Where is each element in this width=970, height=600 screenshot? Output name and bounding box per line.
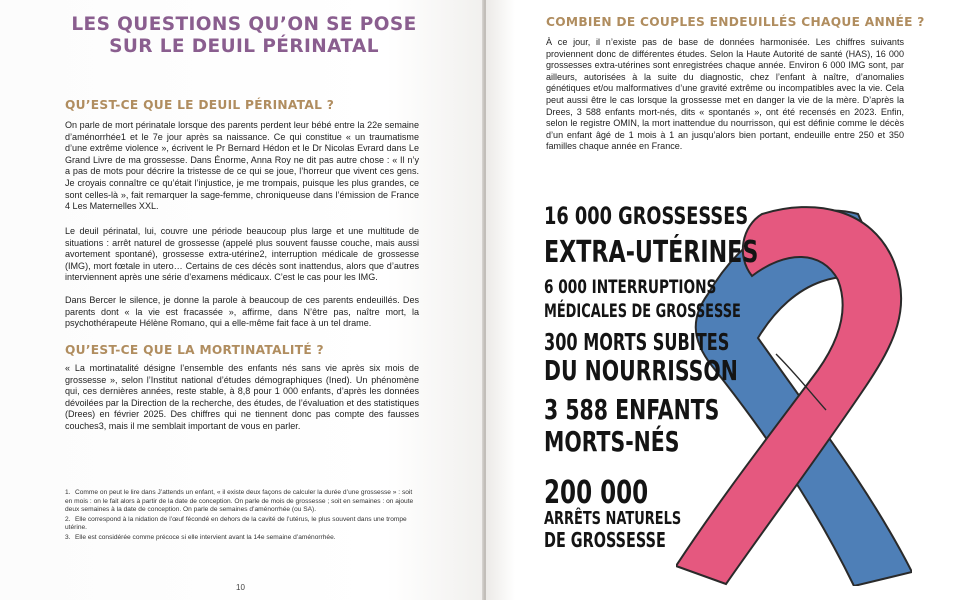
stat-img-label: MÉDICALES DE GROSSESSE — [544, 300, 741, 322]
title-line-2: SUR LE DEUIL PÉRINATAL — [109, 36, 379, 57]
footnote: 1. Comme on peut le lire dans J’attends un enfant, « il existe deux façons de calculer la durée d’une grossesse » : soit en mois : on le fait alors à partir de la date de conception. On parle de mois de grossesse ; soit en semaines : on ajoute deux semaines à la date de conception. On parle de semaines d’aménorrhée (ou SA). — [65, 489, 414, 514]
footnotes — [65, 489, 415, 544]
stat-arrets-label-1: ARRÊTS NATURELS — [544, 508, 682, 529]
stat-grossesses-label: EXTRA-UTÉRINES — [544, 235, 759, 270]
stat-mort-nes-number: 3 588 ENFANTS — [544, 393, 720, 426]
stat-arrets-number: 200 000 — [544, 473, 649, 511]
section-heading-deuil: QU’EST-CE QUE LE DEUIL PÉRINATAL ? — [65, 98, 335, 112]
footnote: 3. Elle est considérée comme précoce si elle intervient avant la 14e semaine d’aménorrhée. — [65, 533, 336, 541]
left-page — [0, 0, 484, 600]
footnote: 2. Elle correspond à la nidation de l’œuf fécondé en dehors de la cavité de l’utérus, le plus souvent dans une trompe utérine. — [65, 515, 407, 532]
page-number: 10 — [236, 583, 245, 592]
paragraph: À ce jour, il n’existe pas de base de données harmonisée. Les chiffres suivants proviennent donc de différentes études. Selon la Haute Autorité de santé (HAS), 16 000 grossesses extra-utérines sont enregistrées chaque année. Environ 6 000 IMG sont, par ailleurs, autorisées à la suite du diagnostic, chez l’enfant à naître, d’anomalies génétiques et/ou malformatives d’une gravité extrême ou incompatibles avec la vie. Cela peut aussi être le cas lorsque la grossesse met en danger la vie de la mère. D’après la Drees, 3 588 enfants mort-nés, dits « spontanés », ont été recensés en 2023. Enfin, selon le registre OMIN, la mort inattendue du nourrisson, qui est définie comme le décès d’un enfant âgé de 1 mois à 1 an jusqu’alors bien portant, endeuille entre 250 et 350 familles chaque année en France. — [546, 37, 904, 152]
stat-arrets-label-2: DE GROSSESSE — [544, 528, 666, 552]
paragraph: Le deuil périnatal, lui, couvre une période beaucoup plus large et une multitude de situations : arrêt naturel de grossesse (appelé plus souvent fausse couche, mais aussi avortement spontané), grossesse extra-utérine2, interruption médicale de grossesse (IMG), mort fœtale in utero… Certains de ces décès sont inattendus, alors que d’autres interviennent après une série d’examens médicaux. C’est le cas pour les IMG. — [65, 226, 419, 283]
stat-img-number: 6 000 INTERRUPTIONS — [544, 276, 717, 298]
page-title — [64, 14, 424, 58]
paragraph: On parle de mort périnatale lorsque des parents perdent leur bébé entre la 22e semaine d’aménorrhée1 et le 7e jour après sa naissance. Ce qui constitue « un traumatisme d’une extrême violence », écrivent le Pr Bernard Hédon et le Dr Nicolas Evrard dans Le Grand Livre de ma grossesse. Dans Énorme, Anna Roy ne dit pas autre chose : « Il n’y a pas de mots pour décrire la tristesse de ce qui se joue, l’horreur que vivent ces gens. Je croyais connaître ce qu’était l’injustice, je me trompais, puisque les plus grandes, ce sont celles-là », fait remarquer la sage-femme, chroniqueuse dans l’émission de France 4 Les Maternelles XXL. — [65, 120, 419, 212]
paragraph: Dans Bercer le silence, je donne la parole à beaucoup de ces parents endeuillés. Des parents dont « la vie est fracassée », affirme, dans N’être pas, naître mort, la psychothérapeute Hélène Romano, qui a elle-même fait face à un tel drame. — [65, 295, 419, 329]
paragraph: « La mortinatalité désigne l’ensemble des enfants nés sans vie après six mois de grossesse », selon l’Institut national d’études démographiques (Ined). Un phénomène qui, ces dernières années, reste stable, à 8,8 pour 1 000 enfants, d’après les données dévoilées par la Direction de la recherche, des études, de l’évaluation et des statistiques (Drees) en février 2025. Des chiffres qui ne tiennent donc pas compte des fausses couches3, mais il me semblait important de vous en parler. — [65, 363, 419, 431]
section-heading-mortinatalite: QU’EST-CE QUE LA MORTINATALITÉ ? — [65, 343, 324, 357]
stat-grossesses-number: 16 000 GROSSESSES — [544, 202, 749, 230]
stat-morts-subites-number: 300 MORTS SUBITES — [544, 330, 730, 356]
stat-mort-nes-label: MORTS-NÉS — [544, 425, 680, 458]
title-line-1: LES QUESTIONS QU’ON SE POSE — [71, 14, 417, 35]
stat-morts-subites-label: DU NOURRISSON — [544, 354, 738, 387]
section-heading-couples: COMBIEN DE COUPLES ENDEUILLÉS CHAQUE ANNÉE ? — [546, 15, 925, 29]
